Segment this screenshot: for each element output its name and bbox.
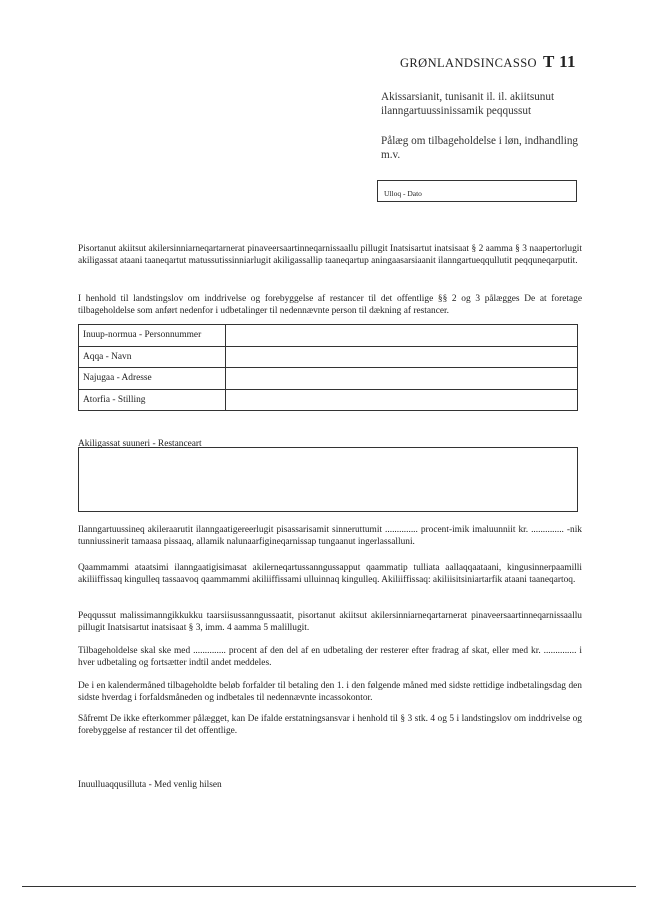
personnummer-label: Inuup-normua - Personnummer <box>79 325 226 347</box>
form-code: T 11 <box>542 52 576 71</box>
paragraph-kl-1: Ilanngartuussineq akileraarutit ilanngaatigereerlugit pisassarisamit sinneruttumit .............. procent-imik imaluunniit kr. .............. -nik tunniussinerit tamaasa pissaaq, allamik nalunaarfigineqarnissap tungaanut ingerlassalluni. <box>78 525 582 547</box>
paragraph-da-1: Tilbageholdelse skal ske med .............. procent af den del af en udbetaling der resterer efter fradrag af skat, eller med kr. .............. i hver udbetaling og fortsætter indtil andet meddeles. <box>78 646 582 668</box>
paragraph-da-3: Såfremt De ikke efterkommer pålægget, kan De ifalde erstatningsansvar i henhold til § 3 stk. 4 og 5 i landstingslov om inddrivelse og forebyggelse af restancer til det offentlige. <box>78 714 582 736</box>
restance-label: Akiligassat suuneri - Restanceart <box>78 439 202 449</box>
organization-name: GRØNLANDSINCASSO <box>400 56 537 70</box>
name-field[interactable] <box>226 346 578 368</box>
person-info-table <box>78 324 578 411</box>
address-label: Najugaa - Adresse <box>79 368 226 390</box>
restance-field[interactable] <box>78 447 578 512</box>
table-row <box>79 368 578 390</box>
paragraph-da-2: De i en kalendermåned tilbageholdte beløb forfalder til betaling den 1. i den følgende måned med sidste rettidige indbetalingsdag den sidste hverdag i forfaldsmåneden og indbetales til nedennævnte incassokontor. <box>78 681 582 703</box>
table-row <box>79 346 578 368</box>
sign-off: Inuulluaqqusilluta - Med venlig hilsen <box>78 780 222 790</box>
paragraph-kl-3: Peqqussut malissimanngikkukku taarsiisussanngussaatit, pisortanut akiitsut akilersinniarneqartarnerat pinaveersaartinneqarnissaallu pillugit Inatsisartut inatsisaat § 3, imm. 4 aamma 5 malillugit. <box>78 611 582 633</box>
intro-greenlandic: Pisortanut akiitsut akilersinniarneqartarnerat pinaveersaartinneqarnissaallu pillugit Inatsisartut inatsisaat § 2 aamma § 3 naapertorlugit akiligassat ataani taaneqartut matussutissinniarlugit akiligassallip taaneqartup aningaasarsiaanit ilanngartueqqullutit peqquneqarputit. <box>78 244 582 266</box>
table-row <box>79 325 578 347</box>
paragraph-kl-2: Qaammammi ataatsimi ilanngaatigisimasat akilerneqartussanngussapput qaammatip tulliata aallaqqaataani, kingusinnerpaamilli akiliiffissaq kingulleq tassaavoq qaammammi akiliiffissami ulluinnaq kingulleq. Akiliiffissaq: akiliisitsiniartarfik ataani taaneqartoq. <box>78 563 582 585</box>
personnummer-field[interactable] <box>226 325 578 347</box>
date-field[interactable] <box>377 180 577 202</box>
bottom-divider <box>22 886 636 887</box>
form-header <box>400 52 576 72</box>
intro-danish: I henhold til landstingslov om inddrivelse og forebyggelse af restancer til det offentlige §§ 2 og 3 pålægges De at foretage tilbageholdelse som anført nedenfor i udbetalinger til nedennævnte person til dækning af restancer. <box>78 294 582 316</box>
address-field[interactable] <box>226 368 578 390</box>
subtitle-danish: Pålæg om tilbageholdelse i løn, indhandling m.v. <box>381 135 579 161</box>
date-label: Ulloq - Dato <box>384 189 422 198</box>
position-field[interactable] <box>226 389 578 411</box>
name-label: Aqqa - Navn <box>79 346 226 368</box>
table-row <box>79 389 578 411</box>
position-label: Atorfia - Stilling <box>79 389 226 411</box>
subtitle-greenlandic: Akissarsianit, tunisanit il. il. akiitsunut ilanngartuussinissamik peqqussut <box>381 91 555 117</box>
